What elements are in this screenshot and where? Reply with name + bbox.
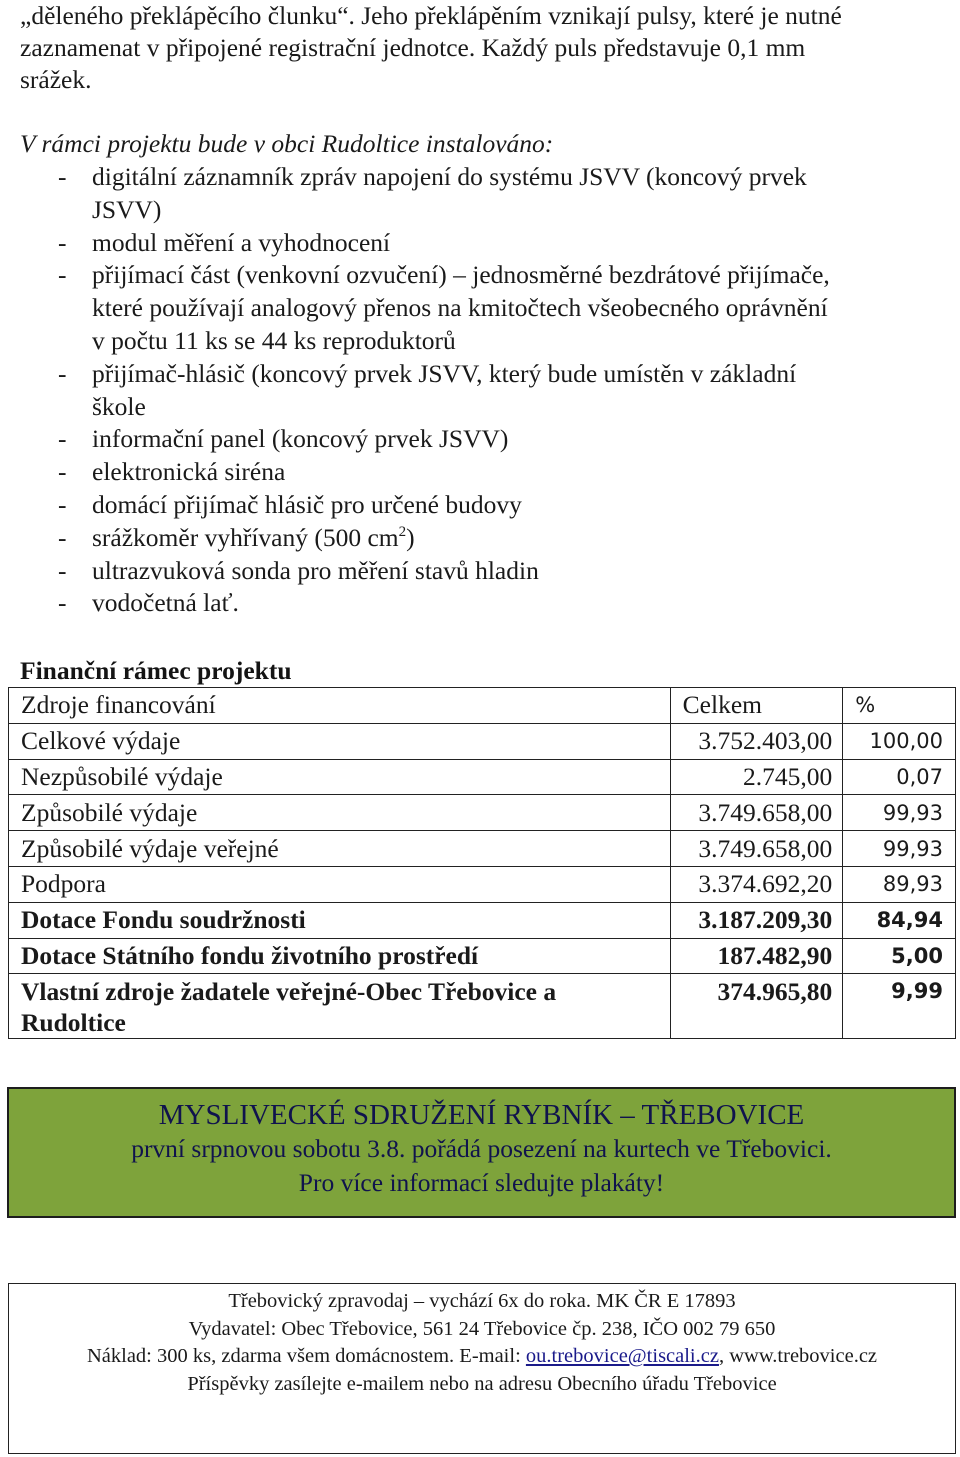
table-cell: 99,93 (843, 795, 956, 831)
list-item: - vodočetná lať. (58, 588, 239, 618)
list-item: - digitální záznamník zpráv napojení do systému JSVV (koncový prvek JSVV) (58, 162, 807, 224)
table-row (9, 974, 956, 1039)
table-cell: 3.752.403,00 (670, 723, 843, 759)
banner-text: Pro více informací sledujte plakáty! (298, 1168, 665, 1197)
equipment-list (20, 161, 950, 620)
project-heading: V rámci projektu bude v obci Rudoltice instalováno: (20, 129, 554, 158)
table-row (9, 723, 956, 759)
table-row (9, 866, 956, 902)
table-cell: Celkové výdaje (9, 723, 671, 759)
header-cell: Celkem (670, 688, 843, 724)
table-cell: 84,94 (843, 902, 956, 938)
list-item: - srážkoměr vyhřívaný (500 $cm^2$) (58, 522, 415, 552)
table-cell: 99,93 (843, 831, 956, 867)
table-cell: 3.749.658,00 (670, 831, 843, 867)
table-cell: 3.749.658,00 (670, 795, 843, 831)
table-row (9, 938, 956, 974)
table-row (9, 759, 956, 795)
list-item: - domácí přijímač hlásič pro určené budovy (58, 489, 522, 519)
table-cell: 374.965,80 (670, 974, 843, 1039)
footer-line: Náklad: 300 ks, zdarma všem domácnostem. E-mail: ou.trebovice@tiscali.cz, www.trebovice.cz (86, 1345, 878, 1367)
intro-line: „děleného překlápěcího člunku“. Jeho překlápěním vznikají pulsy, které je nutné (20, 1, 842, 30)
table-cell: 0,07 (843, 759, 956, 795)
header-cell: Zdroje financování (9, 688, 671, 724)
banner-text: první srpnovou sobotu 3.8. pořádá posezení na kurtech ve Třebovici. (131, 1134, 832, 1163)
table-cell: Dotace Státního fondu životního prostředí (9, 938, 671, 974)
intro-line: zaznamenat v připojené registrační jednotce. Každý puls představuje 0,1 mm (20, 33, 806, 62)
finance-table (8, 687, 956, 1039)
table-cell: Vlastní zdroje žadatele veřejné-Obec Třebovice a Rudoltice (9, 974, 671, 1039)
list-item: - modul měření a vyhodnocení (58, 227, 391, 257)
table-cell: Způsobilé výdaje veřejné (9, 831, 671, 867)
list-item: - přijímač-hlásič (koncový prvek JSVV, který bude umístěn v základní škole (58, 358, 797, 421)
table-cell: Nezpůsobilé výdaje (9, 759, 671, 795)
table-cell: 3.374.692,20 (670, 866, 843, 902)
table-cell: 2.745,00 (670, 759, 843, 795)
table-header-row (9, 688, 956, 724)
announcement-banner (7, 1087, 956, 1218)
footer-line: Příspěvky zasílejte e-mailem nebo na adresu Obecního úřadu Třebovice (187, 1372, 777, 1395)
table-cell: 89,93 (843, 866, 956, 902)
banner-title: MYSLIVECKÉ SDRUŽENÍ RYBNÍK – TŘEBOVICE (158, 1099, 805, 1131)
footer-line: Vydavatel: Obec Třebovice, 561 24 Třebovice čp. 238, IČO 002 79 650 (188, 1317, 776, 1340)
finance-title: Finanční rámec projektu (20, 656, 292, 685)
table-row (9, 831, 956, 867)
list-item: - informační panel (koncový prvek JSVV) (58, 424, 509, 454)
list-item: - ultrazvuková sonda pro měření stavů hladin (58, 555, 539, 585)
intro-line: srážek. (20, 65, 92, 94)
list-item: - přijímací část (venkovní ozvučení) – jednosměrné bezdrátové přijímače, které používají analogový přenos na kmitočtech všeobecného oprávnění v počtu 11 ks se 44 ks reproduktorů (58, 260, 830, 355)
list-item: - elektronická siréna (58, 457, 286, 487)
table-cell: 9,99 (843, 974, 956, 1039)
table-cell: 100,00 (843, 723, 956, 759)
table-cell: 5,00 (843, 938, 956, 974)
table-cell: Způsobilé výdaje (9, 795, 671, 831)
footer-line: Třebovický zpravodaj – vychází 6x do roka. MK ČR E 17893 (228, 1290, 736, 1312)
email-link[interactable]: ou.trebovice@tiscali.cz (525, 1345, 719, 1367)
table-cell: Podpora (9, 866, 671, 902)
header-cell: % (843, 688, 956, 724)
table-cell: Dotace Fondu soudržnosti (9, 902, 671, 938)
table-row (9, 795, 956, 831)
intro-paragraph (20, 0, 950, 96)
table-cell: 187.482,90 (670, 938, 843, 974)
footer-box (8, 1283, 956, 1454)
table-cell: 3.187.209,30 (670, 902, 843, 938)
table-row (9, 902, 956, 938)
